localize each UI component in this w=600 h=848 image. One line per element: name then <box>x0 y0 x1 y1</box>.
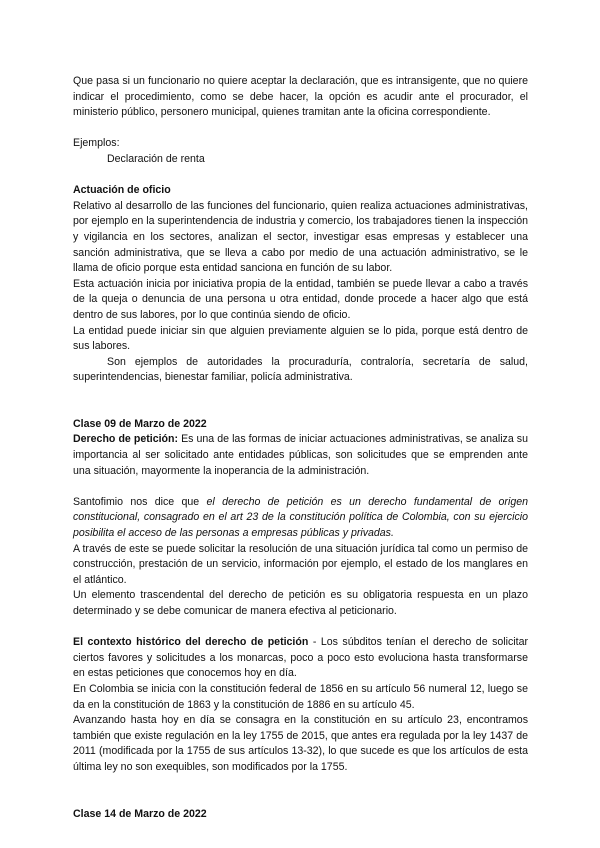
santofimio-quote: el derecho de petición es un derecho fundamental de origen constitucional, consagrado en el art 23 de la constitución política de Colombia, con su ejercicio posibilita el acceso de las personas a empresas públicas y privadas. <box>73 495 528 540</box>
santofimio-lead: Santofimio nos dice que <box>73 495 207 508</box>
oficio-paragraph-3: La entidad puede iniciar sin que alguien previamente alguien se lo pida, porque está dentro de sus labores. <box>73 324 528 353</box>
intro-paragraph: Que pasa si un funcionario no quiere aceptar la declaración, que es intransigente, que no quiere indicar el procedimiento, como se debe hacer, la opción es acudir ante el procurador, el ministerio público, personero municipal, quienes tramitan ante la oficina correspondiente. <box>73 75 528 119</box>
peticion-label: Derecho de petición: <box>73 433 179 446</box>
peticion-text: Es una de las formas de iniciar actuaciones administrativas, se analiza su importancia al ser solicitado ante entidades públicas, son solicitudes que se emprenden ante una situación, mayormente la inoperancia de la administración. <box>73 433 528 477</box>
oficio-paragraph-1: Relativo al desarrollo de las funciones del funcionario, quien realiza actuaciones administrativas, por ejemplo en la superintendencia de industria y comercio, los trabajadores tienen la inspección y vigilancia en los sectores, analizan el sector, investigar esas empresas y establecer una sanción administrativa, que se lleva a cabo por medio de una actuación administrativo, se le llama de oficio porque esta entidad sanciona en función de su labor. <box>73 199 528 275</box>
examples-label: Ejemplos: <box>73 137 120 150</box>
contexto-text: - Los súbditos tenían el derecho de solicitar ciertos favores y solicitudes a los monarcas, poco a poco esto evoluciona hasta transformarse en estas peticiones que conocemos hoy en día. <box>73 636 528 680</box>
oficio-paragraph-2: Esta actuación inicia por iniciativa propia de la entidad, también se puede llevar a cabo a través de la queja o denuncia de una persona u otra entidad, donde procede a hacer algo que está dentro de sus labores, por lo que continúa siendo de oficio. <box>73 277 528 321</box>
contexto-paragraph <box>73 635 528 682</box>
santofimio-paragraph <box>73 495 528 542</box>
example-item: Declaración de renta <box>107 152 205 165</box>
clase09-heading: Clase 09 de Marzo de 2022 <box>73 417 207 430</box>
contexto-heading: El contexto histórico del derecho de petición <box>73 636 309 649</box>
clase14-heading: Clase 14 de Marzo de 2022 <box>73 807 207 820</box>
avanzando-paragraph: Avanzando hasta hoy en día se consagra en la constitución en su artículo 23, encontramos también que existe regulación en la ley 1755 de 2015, que antes era regulada por la ley 1437 de 2011 (modificada por la 1755 de sus artículos 13-32), lo que sucede es que los artículos de esta última ley no son exequibles, son modificados por la 1755. <box>73 714 528 773</box>
colombia-paragraph: En Colombia se inicia con la constitución federal de 1856 en su artículo 56 numeral 12, luego se da en la constitución de 1863 y la constitución de 1886 en su artículo 45. <box>73 682 528 711</box>
peticion-paragraph-2: A través de este se puede solicitar la resolución de una situación jurídica tal como un permiso de construcción, prestación de un servicio, información por ejemplo, el estado de los manglares en el atlántico. <box>73 542 528 586</box>
oficio-heading: Actuación de oficio <box>73 184 171 197</box>
peticion-paragraph-3: Un elemento trascendental del derecho de petición es su obligatoria respuesta en un plazo determinado y se debe comunicar de manera efectiva al peticionario. <box>73 589 528 617</box>
document-page <box>73 74 528 822</box>
oficio-paragraph-4: Son ejemplos de autoridades la procuraduría, contraloría, secretaría de salud, superintendencias, bienestar familiar, policía administrativa. <box>73 355 528 384</box>
peticion-paragraph <box>73 432 528 479</box>
